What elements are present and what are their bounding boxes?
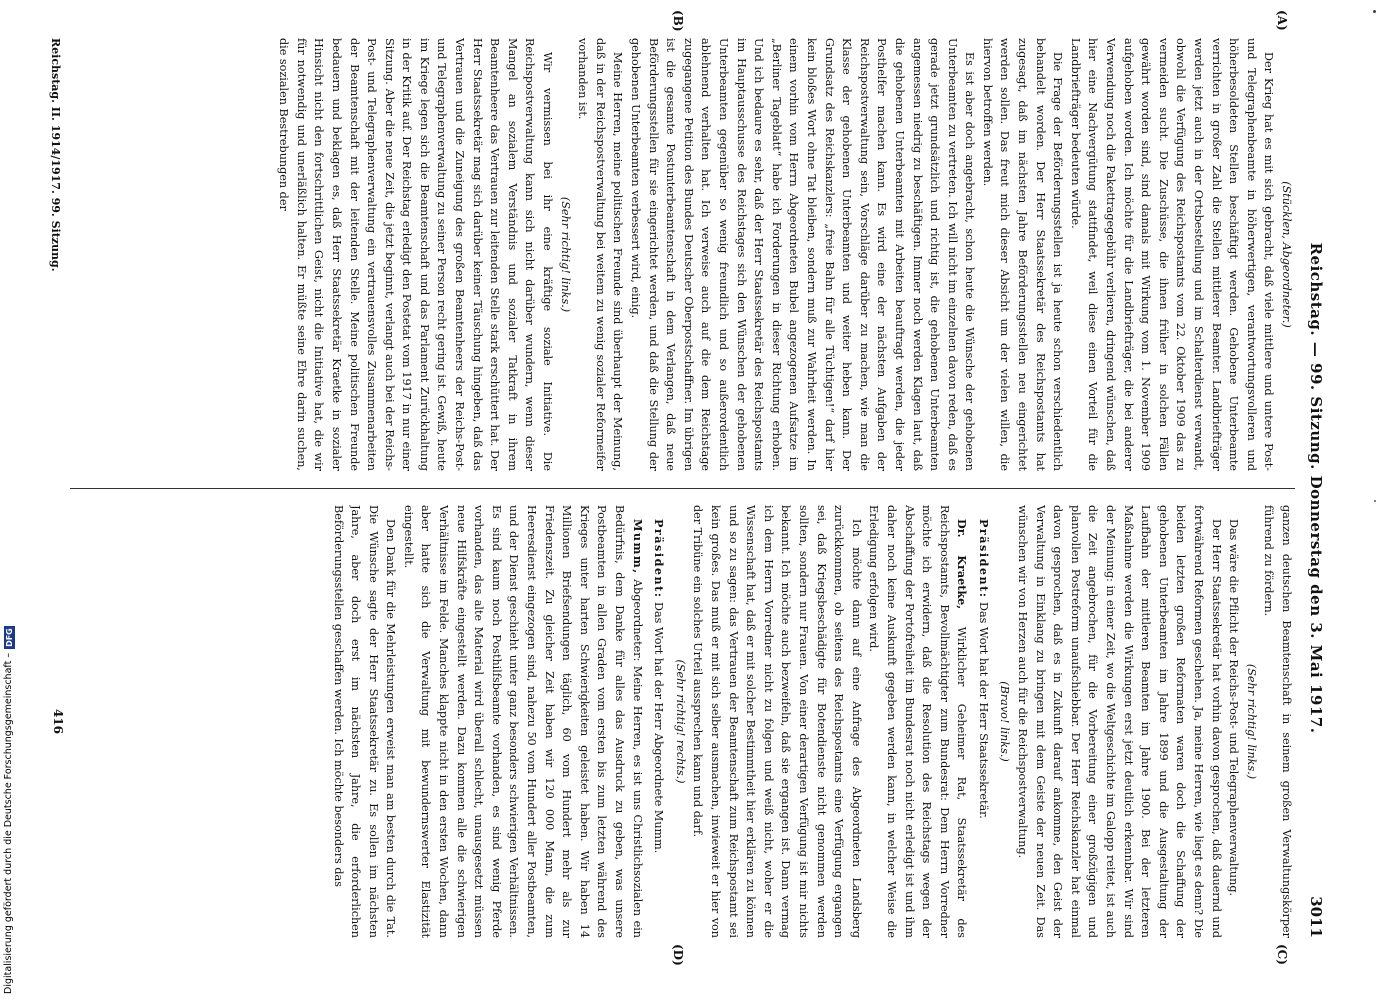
digitization-strip [3, 610, 15, 994]
document-page [49, 10, 1325, 966]
paragraph: Meine Herren, meine politischen Freunde sind überhaupt der Meinung, daß in der Reichspostverwaltung bei weitem zu wenig sozialer Reformeifer vorhanden ist. [576, 38, 625, 471]
dfg-logo-icon: DFG [4, 628, 14, 647]
interjection: (Sehr richtig! links.) [1244, 663, 1258, 780]
column-divider [70, 488, 1295, 489]
speaker-paragraph [399, 505, 645, 938]
page-number: 3011 [1307, 896, 1325, 938]
speaker-label: Mumm, [630, 519, 645, 575]
right-column [70, 505, 1295, 938]
digitization-note: Digitalisierung gefördert durch die Deutsche Forschungsgemeinschaft – [3, 652, 14, 994]
speaker-intro: Wirklicher Geheimer Rat, Staatssekretär des Reichspostamts, Bevollmächtigter zum Bundesrat: [937, 505, 969, 938]
interjection: (Sehr richtig! rechts.) [673, 659, 687, 784]
speaker-label: Präsident: [976, 519, 991, 599]
interjection: (Sehr richtig! links.) [558, 196, 572, 313]
paragraph: Es ist aber doch angebracht, schon heute die Wünsche der gehobenen Unterbeamten zu vertreten. Ich will nicht im einzelnen davon reden, daß es gerade jetzt grundsätzlich und richtig ist, die gehobenen Unterbeamten angemessen niedrig zu beschäftigen. Immer noch werden Klagen laut, daß die gehobenen Unterbeamten mit Arbeiten beauftragt werden, die jeder Posthelfer machen kann. Es wird eine der nächsten Aufgaben der Reichspostverwaltung sein, Vorschläge darüber zu machen, wie man die Klasse der gehobenen Unterbeamten und weiter heben kann. Der Grundsatz des Reichskanzlers: „freie Bahn für alle Tüchtigen!“ darf hier kein bloßes Wort ohne Tat bleiben, sondern muß zur Wahrheit werden. In einem vorhin vom Herrn Abgeordneten Bubel angezogenen Aufsatze im „Berliner Tageblatt“ habe ich Forderungen in dieser Richtung erhoben. Und ich bedaure es sehr, daß der Herr Staatssekretär des Reichspostamts im Hauptausschusse des Reichstages sich den Wünschen der gehobenen Unterbeamten gegenüber so wenig freundlich und so außerordentlich ablehnend verhalten hat. Ich verweise auch auf die dem Reichstage zugegangene Petition des Bundes Deutscher Oberpostschaffner. Im übrigen ist die gesamte Postunterbeamtenschaft in dem Verlangen, daß neue Beförderungsstellen für sie eingerichtet werden, und daß die Stellung der gehobenen Unterbeamten verbessert wird, einig. [629, 38, 977, 471]
left-column [70, 38, 1295, 471]
speaker-text: Das Wort hat der Herr Abgeordnete Mumm. [652, 602, 666, 854]
paragraph: Den Dank für die Mehrleistungen erweist man am besten durch die Tat. Die Wünsche sagte der Herr Staatssekretär zu. Es sollen im nächsten Jahre, aber doch erst im nächsten Jahre, die erforderlichen Beförderungsstellen geschaffen werden. Ich möchte besonders das [331, 505, 398, 938]
paragraph: Das wäre die Pflicht der Reichs-Post- und Telegraphenverwaltung. [1227, 519, 1241, 897]
signature-page-ref: 416 [51, 708, 65, 735]
paragraph: Wir vermissen bei ihr eine kräftige soziale Initiative. Die Reichspostverwaltung kann sich nicht darüber wundern, wenn dieser Mangel an sozialem Verständnis und sozialer Tatkraft in ihrem Beamtenheere das Vertrauen zur leitenden Stelle stark erschüttert hat. Der Herr Staatssekretär mag sich darüber keiner Täuschung hingeben, daß das Vertrauen und die Zuneigung des großen Beamtenheers der Reichs-Post- und Telegraphenverwaltung zu seiner Person recht gering ist. Gewiß, heute im Kriege legen sich die Beamtenschaft und das Parlament Zurückhaltung in der Kritik auf. Der Reichstag erledigt den Postetat vom 1917 in nur einer Sitzung. Aber die neue Zeit, die jetzt beginnt, verlangt auch bei der Reichs-Post- und Telegraphenverwaltung ein vertrauensvolles Zusammenarbeiten der Beamtenschaft mit der leitenden Stelle. Meine politischen Freunde bedauern und beklagen es, daß Herr Staatssekretär Kraetke in sozialer Hinsicht nicht den fortschrittlichen Geist, nicht die Initiative hat, die wir für notwendig und unerläßlich halten. Er müßte seine Ehre darin suchen, die sozialen Bestrebungen der [277, 38, 555, 471]
running-title: Reichstag. — 99. Sitzung. Donnerstag den 3. Mai 1917. [1307, 242, 1325, 734]
speaker-tag: (Stücklen, Abgeordneter.) [1280, 181, 1293, 328]
paragraph: Der Herr Staatssekretär hat vorhin davon gesprochen, daß dauernd und fortwährend Reformen geschehen. Ja, meine Herren, wie liegt es denn? Die beiden letzten großen Reformaten waren doch die Schaffung der gehobenen Unterbeamten im Jahre 1899 und die Ausgestaltung der Laufbahn der mittleren Beamten im Jahre 1900. Bei der letzteren Maßnahme werden die Wirkungen erst jetzt deutlich erkennbar. Wir sind der Meinung: in einer Zeit, wo die Weltgeschichte im Galopp reitet, ist auch die Zeit angebrochen, für die Vorbereitung einer großzügigen und planvollen Postreform unaufschiebbar. Der Herr Reichskanzler hat einmal davon gesprochen, daß es in Zukunft darauf ankomme, den Geist der Verwaltung in Einklang zu bringen mit dem Geiste der neuen Zeit. Das wünschen wir von Herzen auch für die Reichspostverwaltung. [1016, 505, 1223, 938]
interjection: (Bravo! links.) [998, 681, 1012, 762]
speaker-text: Das Wort hat der Herr Staatssekretär. [976, 602, 990, 819]
margin-marker-d: (D) [671, 944, 685, 966]
speaker-label: Präsident: [652, 519, 667, 599]
speaker-paragraph [974, 505, 992, 938]
session-reference: Reichstag. II. 1914/1917. 99. Sitzung. [49, 38, 62, 272]
margin-marker-a: (A) [1275, 10, 1289, 31]
speaker-text: Dem Herrn Vorredner möchte ich erwidern, daß die Resolution des Reichstags wegen der Abschaffung der Portofreiheit im Bundesrat noch nicht erledigt ist und ihm daher noch keine Auskunft gegeben werden kann, in welcher Weise die Erledigung erfolgen wird. [867, 505, 951, 938]
margin-marker-c: (C) [1275, 944, 1289, 965]
speaker-label: Dr. Kraetke, [955, 519, 970, 610]
speaker-text: Meine Herren, es ist uns Christlichsozialen ein Bedürfnis, dem Danke für alles das Ausdruck zu geben, was unsere Postbeamten in allen Graden vom ersten bis zum letzten während des Krieges unter harten Schwierigkeiten geleistet haben. Wir haben 14 Millionen Briefsendungen täglich, 60 vom Hundert mehr als zur Friedenszeit. Zu gleicher Zeit haben wir 120 000 Mann, die zum Heeresdienst eingezogen sind, nahezu 50 vom Hundert aller Postbeamten, und der Dienst geschieht unter ganz besonders schwierigen Verhältnissen. Es sind kaum noch Posthilfsbeamte vorhanden, es sind wenig Pferde vorhanden, das alte Material wird überall schlecht, unausgesetzt müssen neue Hilfskräfte eingestellt werden. Dazu kommen alle die schwierigen Verhältnisse im Felde. Manches klappte nicht in den ersten Wochen, dann aber hatte sich die Verwaltung mit bewundernswerter Elastizität eingestellt. [401, 505, 644, 938]
paragraph: ganzen deutschen Beamtenschaft in seinem großen Verwaltungskörper führend zu fördern. [1262, 505, 1293, 938]
margin-marker-b: (B) [671, 10, 685, 32]
speaker-intro: Abgeordneter: [630, 579, 644, 662]
digitization-note-row [3, 610, 15, 994]
paragraph: Ich möchte dann auf eine Anfrage des Abgeordneten Landsberg zurückkommen, ob seitens des Reichspostamts eine Verfügung ergangen sei, daß Kriegsbeschädigte für Botendienste nicht genommen werden sollten, sondern nur Frauen. Von einer derartigen Verfügung ist mir nichts bekannt. Ich möchte auch bezweifeln, daß sie ergangen ist. Dann vermag ich dem Herrn Vorredner nicht zu folgen und weiß nicht, woher er die Wissenschaft hat, daß er mit solcher Bestimmtheit hier erklären zu können und so zu sagen: das Vertrauen der Beamtenschaft zum Reichspostamt sei kein großes. Das muß er mit sich selber ausmachen, inwieweit er hier von der Tribüne ein solches Urteil aussprechen kann und darf. [691, 505, 863, 938]
speaker-paragraph [865, 505, 971, 938]
paragraph: Die Frage der Beförderungsstellen ist ja heute schon verschiedentlich behandelt worden. Der Herr Staatssekretär des Reichspostamts hat zugesagt, daß im nächsten Jahre Beförderungsstellen neu eingerichtet werden sollen. Das freut mich dieser Absicht um der vielen willen, die hiervon betroffen werden. [980, 38, 1065, 471]
paragraph: Der Krieg hat es mit sich gebracht, daß viele mittlere und untere Post- und Telegraphenbeamte in höherwertigen, verantwortungsvolleren und höherbesoldeten Stellen beschäftigt werden. Gehobene Unterbeamte verrichten in großer Zahl die Stellen mittlerer Beamter. Landbriefträger werden jetzt auch in der Ortsbestellung und im Schalterdienst verwandt, obwohl die Verfügung des Reichspostamts vom 22. Oktober 1909 das zu vermeiden sucht. Die Zuschüsse, die ihnen früher in solchen Fällen gewährt worden sind, sind damals mit Wirkung vom 1. November 1909 aufgehoben worden. Ich möchte für die Landbriefträger, die bei anderer Verwendung noch die Pakettragegebühr verlieren, dringend wünschen, daß hier eine Nachvergütung stattfindet, weil diese einen Vorteil für die Landbriefträger bedeuten würde. [1068, 38, 1276, 471]
speaker-paragraph [650, 505, 668, 938]
